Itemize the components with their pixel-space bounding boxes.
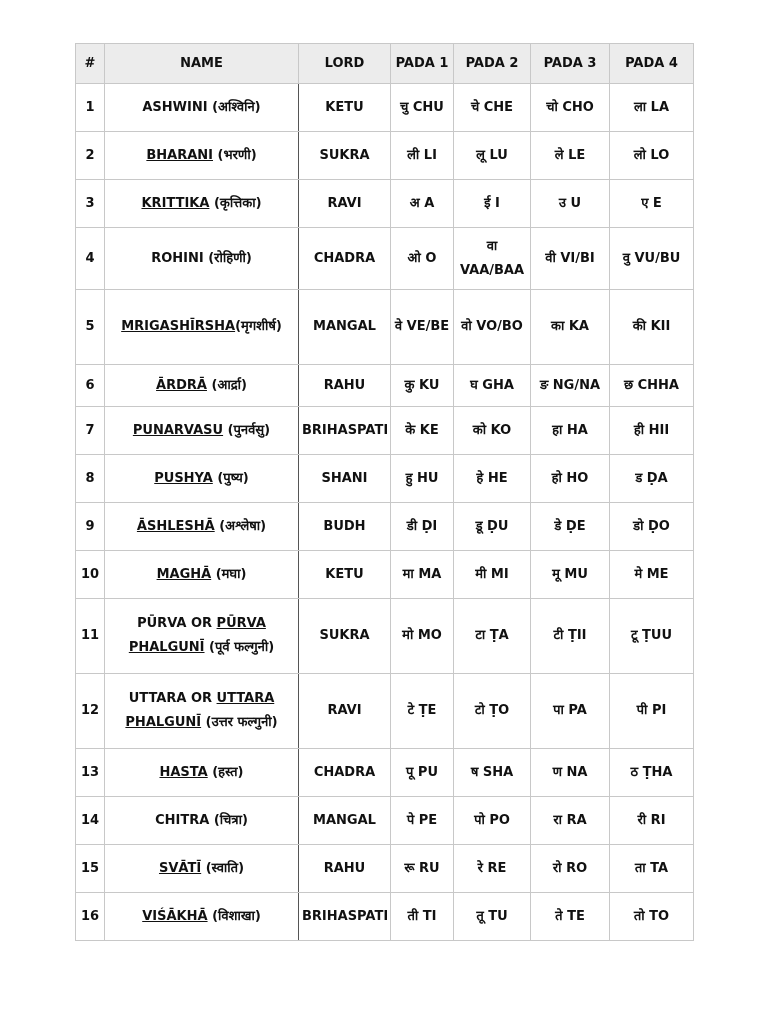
pada-2-cell: वा VAA/BAA	[454, 228, 531, 290]
row-number: 16	[76, 893, 105, 941]
nakshatra-name	[105, 290, 299, 365]
pada-4-cell: ए E	[610, 180, 694, 228]
pada-3-cell: ले LE	[531, 132, 610, 180]
pada-1-cell: टे ṬE	[391, 674, 454, 749]
nakshatra-devanagari: (स्वाति)	[201, 860, 245, 876]
table-row	[76, 228, 694, 290]
table-row	[76, 749, 694, 797]
lord-cell: MANGAL	[299, 290, 391, 365]
nakshatra-name	[105, 551, 299, 599]
nakshatra-link[interactable]: PUNARVASU	[132, 422, 224, 438]
pada-2-cell: पो PO	[454, 797, 531, 845]
nakshatra-link[interactable]: PŪRVA PHALGUNĪ	[128, 616, 266, 655]
pada-1-cell: मो MO	[391, 599, 454, 674]
pada-1-cell: पे PE	[391, 797, 454, 845]
header-pada-2: PADA 2	[454, 44, 531, 84]
lord-cell: KETU	[299, 84, 391, 132]
pada-2-cell: घ GHA	[454, 365, 531, 407]
nakshatra-name	[105, 893, 299, 941]
nakshatra-link[interactable]: BHARANI	[146, 147, 213, 163]
nakshatra-name	[105, 845, 299, 893]
table-row	[76, 674, 694, 749]
nakshatra-alt-name: UTTARA OR	[128, 691, 217, 706]
header-name: NAME	[105, 44, 299, 84]
table-row	[76, 365, 694, 407]
header-row	[76, 44, 694, 84]
pada-1-cell: मा MA	[391, 551, 454, 599]
nakshatra-name	[105, 599, 299, 674]
header-pada-4: PADA 4	[610, 44, 694, 84]
pada-3-cell: डे ḌE	[531, 503, 610, 551]
nakshatra-link[interactable]: HASTA	[159, 764, 208, 780]
pada-4-cell: री RI	[610, 797, 694, 845]
pada-4-cell: ठ ṬHA	[610, 749, 694, 797]
table-row	[76, 407, 694, 455]
nakshatra-link[interactable]: PUSHYA	[154, 470, 213, 486]
pada-2-cell: डू ḌU	[454, 503, 531, 551]
nakshatra-link[interactable]: MAGHĀ	[156, 566, 212, 582]
nakshatra-name	[105, 503, 299, 551]
pada-1-cell: ती TI	[391, 893, 454, 941]
nakshatra-name-text: CHITRA (चित्रा)	[155, 812, 248, 828]
lord-cell: MANGAL	[299, 797, 391, 845]
pada-2-cell: को KO	[454, 407, 531, 455]
pada-3-cell: मू MU	[531, 551, 610, 599]
lord-cell: RAVI	[299, 180, 391, 228]
nakshatra-name	[105, 180, 299, 228]
nakshatra-link[interactable]: UTTARA PHALGUNĪ	[125, 691, 275, 730]
pada-3-cell: पा PA	[531, 674, 610, 749]
pada-4-cell: वु VU/BU	[610, 228, 694, 290]
lord-cell: BUDH	[299, 503, 391, 551]
lord-cell: SUKRA	[299, 599, 391, 674]
row-number: 7	[76, 407, 105, 455]
nakshatra-name	[105, 674, 299, 749]
pada-3-cell: रा RA	[531, 797, 610, 845]
table-row	[76, 290, 694, 365]
pada-3-cell: हो HO	[531, 455, 610, 503]
nakshatra-link[interactable]: ĀSHLESHĀ	[136, 518, 215, 534]
pada-4-cell: पी PI	[610, 674, 694, 749]
pada-3-cell: वी VI/BI	[531, 228, 610, 290]
table-row	[76, 845, 694, 893]
pada-3-cell: रो RO	[531, 845, 610, 893]
pada-2-cell: तू TU	[454, 893, 531, 941]
table-row	[76, 455, 694, 503]
row-number: 12	[76, 674, 105, 749]
pada-2-cell: टा ṬA	[454, 599, 531, 674]
header-pada-3: PADA 3	[531, 44, 610, 84]
nakshatra-link[interactable]: KRITTIKA	[141, 195, 210, 211]
table-row	[76, 599, 694, 674]
nakshatra-devanagari: (आर्द्रा)	[206, 377, 247, 393]
pada-4-cell: डो ḌO	[610, 503, 694, 551]
lord-cell: RAHU	[299, 845, 391, 893]
pada-1-cell: अ A	[391, 180, 454, 228]
nakshatra-devanagari: (पूर्व फल्गुनी)	[204, 640, 275, 655]
pada-1-cell: वे VE/BE	[391, 290, 454, 365]
table-row	[76, 551, 694, 599]
pada-4-cell: ता TA	[610, 845, 694, 893]
pada-4-cell: ही HII	[610, 407, 694, 455]
header-pada-1: PADA 1	[391, 44, 454, 84]
pada-2-cell: ई I	[454, 180, 531, 228]
row-number: 9	[76, 503, 105, 551]
nakshatra-devanagari: (मघा)	[211, 566, 247, 582]
row-number: 13	[76, 749, 105, 797]
pada-2-cell: मी MI	[454, 551, 531, 599]
lord-cell: SHANI	[299, 455, 391, 503]
row-number: 4	[76, 228, 105, 290]
pada-2-cell: टो ṬO	[454, 674, 531, 749]
pada-2-cell: वो VO/BO	[454, 290, 531, 365]
nakshatra-link[interactable]: MRIGASHĪRSHA	[121, 319, 236, 334]
pada-4-cell: ड ḌA	[610, 455, 694, 503]
pada-3-cell: हा HA	[531, 407, 610, 455]
nakshatra-devanagari: (उत्तर फल्गुनी)	[201, 715, 278, 730]
header-lord: LORD	[299, 44, 391, 84]
nakshatra-name	[105, 749, 299, 797]
table-row	[76, 84, 694, 132]
row-number: 6	[76, 365, 105, 407]
pada-1-cell: ली LI	[391, 132, 454, 180]
nakshatra-name-text: ASHWINI (अश्विनि)	[142, 99, 261, 115]
pada-2-cell: ष SHA	[454, 749, 531, 797]
pada-3-cell: चो CHO	[531, 84, 610, 132]
table-row	[76, 893, 694, 941]
pada-2-cell: रे RE	[454, 845, 531, 893]
header-num: #	[76, 44, 105, 84]
nakshatra-devanagari: (भरणी)	[213, 147, 257, 163]
nakshatra-table	[75, 43, 694, 941]
pada-1-cell: के KE	[391, 407, 454, 455]
row-number: 8	[76, 455, 105, 503]
pada-4-cell: ला LA	[610, 84, 694, 132]
lord-cell: RAHU	[299, 365, 391, 407]
pada-2-cell: हे HE	[454, 455, 531, 503]
row-number: 1	[76, 84, 105, 132]
pada-2-cell: लू LU	[454, 132, 531, 180]
lord-cell: SUKRA	[299, 132, 391, 180]
pada-3-cell: टी ṬII	[531, 599, 610, 674]
nakshatra-link[interactable]: ĀRDRĀ	[156, 377, 207, 393]
nakshatra-name	[105, 407, 299, 455]
nakshatra-name	[105, 455, 299, 503]
nakshatra-devanagari: (मृगशीर्ष)	[235, 319, 282, 334]
nakshatra-name	[105, 228, 299, 290]
pada-4-cell: लो LO	[610, 132, 694, 180]
nakshatra-name-text: ROHINI (रोहिणी)	[151, 250, 252, 266]
row-number: 5	[76, 290, 105, 365]
pada-3-cell: ण NA	[531, 749, 610, 797]
pada-1-cell: चु CHU	[391, 84, 454, 132]
pada-2-cell: चे CHE	[454, 84, 531, 132]
nakshatra-devanagari: (कृत्तिका)	[209, 195, 262, 211]
row-number: 2	[76, 132, 105, 180]
row-number: 11	[76, 599, 105, 674]
nakshatra-name	[105, 84, 299, 132]
table-row	[76, 180, 694, 228]
nakshatra-devanagari: (पुनर्वसु)	[223, 422, 271, 438]
nakshatra-name	[105, 797, 299, 845]
pada-1-cell: पू PU	[391, 749, 454, 797]
pada-3-cell: ते TE	[531, 893, 610, 941]
lord-cell: RAVI	[299, 674, 391, 749]
nakshatra-link[interactable]: SVĀTĪ	[158, 860, 202, 876]
lord-cell: CHADRA	[299, 228, 391, 290]
nakshatra-devanagari: (हस्त)	[207, 764, 244, 780]
nakshatra-devanagari: (पुष्य)	[212, 470, 249, 486]
pada-1-cell: कु KU	[391, 365, 454, 407]
pada-4-cell: छ CHHA	[610, 365, 694, 407]
pada-3-cell: ङ NG/NA	[531, 365, 610, 407]
table-row	[76, 132, 694, 180]
table-row	[76, 503, 694, 551]
pada-4-cell: टू ṬUU	[610, 599, 694, 674]
pada-1-cell: हु HU	[391, 455, 454, 503]
nakshatra-alt-name: PŪRVA OR	[137, 616, 217, 631]
nakshatra-devanagari: (विशाखा)	[207, 908, 261, 924]
lord-cell: KETU	[299, 551, 391, 599]
table-row	[76, 797, 694, 845]
row-number: 14	[76, 797, 105, 845]
row-number: 3	[76, 180, 105, 228]
pada-1-cell: ओ O	[391, 228, 454, 290]
pada-4-cell: तो TO	[610, 893, 694, 941]
row-number: 10	[76, 551, 105, 599]
pada-1-cell: डी ḌI	[391, 503, 454, 551]
nakshatra-name	[105, 132, 299, 180]
lord-cell: BRIHASPATI	[299, 407, 391, 455]
pada-4-cell: की KII	[610, 290, 694, 365]
nakshatra-link[interactable]: VIŚĀKHĀ	[142, 908, 208, 924]
pada-3-cell: उ U	[531, 180, 610, 228]
pada-4-cell: मे ME	[610, 551, 694, 599]
lord-cell: CHADRA	[299, 749, 391, 797]
nakshatra-devanagari: (अश्लेषा)	[214, 518, 267, 534]
pada-1-cell: रू RU	[391, 845, 454, 893]
lord-cell: BRIHASPATI	[299, 893, 391, 941]
nakshatra-name	[105, 365, 299, 407]
pada-3-cell: का KA	[531, 290, 610, 365]
row-number: 15	[76, 845, 105, 893]
